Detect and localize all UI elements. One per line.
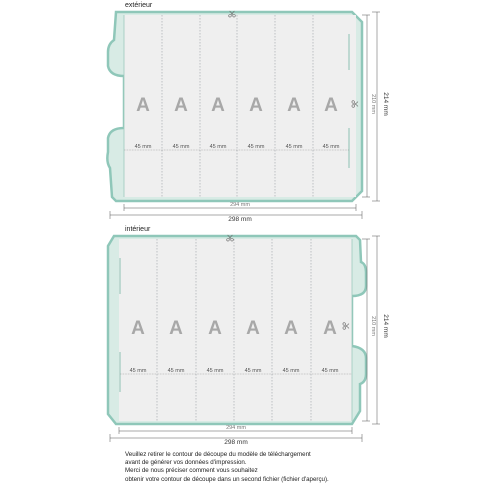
column-letter: A xyxy=(174,95,188,116)
note-line: avant de générer vos données d'impression. xyxy=(125,459,247,467)
column-letter: A xyxy=(131,318,145,339)
note-line: Merci de nous préciser comment vous souhaitez xyxy=(125,467,258,475)
column-letter: A xyxy=(249,95,263,116)
panel-label-exterior: extérieur xyxy=(125,2,153,9)
outer-width-label: 298 mm xyxy=(224,439,248,446)
column-width-label: 45 mm xyxy=(321,368,339,374)
column-letter: A xyxy=(323,318,337,339)
column-width-label: 45 mm xyxy=(134,144,152,150)
column-letter: A xyxy=(246,318,260,339)
column-width-label: 45 mm xyxy=(206,368,224,374)
note-line: obtenir votre contour de découpe dans un second fichier (fichier d'aperçu). xyxy=(125,475,329,483)
column-width-label: 45 mm xyxy=(172,144,190,150)
column-width-label: 45 mm xyxy=(209,144,227,150)
inner-height-label: 210 mm xyxy=(370,94,376,114)
column-width-label: 45 mm xyxy=(282,368,300,374)
inner-width-label: 294 mm xyxy=(230,202,250,208)
column-letter: A xyxy=(136,95,150,116)
exterior-sheet xyxy=(124,15,356,197)
column-letter: A xyxy=(284,318,298,339)
column-letter: A xyxy=(208,318,222,339)
column-letter: A xyxy=(169,318,183,339)
column-width-label: 45 mm xyxy=(247,144,265,150)
outer-height-label: 214 mm xyxy=(382,92,389,116)
outer-width-label: 298 mm xyxy=(228,216,252,223)
note-line: Veuillez retirer le contour de découpe du modèle de téléchargement xyxy=(125,451,311,458)
column-width-label: 45 mm xyxy=(129,368,147,374)
column-letter: A xyxy=(287,95,301,116)
inner-width-label: 294 mm xyxy=(226,425,246,431)
outer-height-label: 214 mm xyxy=(382,314,389,338)
instructions-note xyxy=(125,451,329,484)
interior-sheet xyxy=(119,239,352,421)
inner-height-label: 210 mm xyxy=(370,316,376,336)
exterior-panel xyxy=(107,11,389,223)
panel-label-interior: intérieur xyxy=(125,226,151,233)
interior-panel xyxy=(108,235,389,446)
column-width-label: 45 mm xyxy=(244,368,262,374)
column-width-label: 45 mm xyxy=(167,368,185,374)
column-letter: A xyxy=(324,95,338,116)
column-letter: A xyxy=(211,95,225,116)
column-width-label: 45 mm xyxy=(285,144,303,150)
column-width-label: 45 mm xyxy=(322,144,340,150)
